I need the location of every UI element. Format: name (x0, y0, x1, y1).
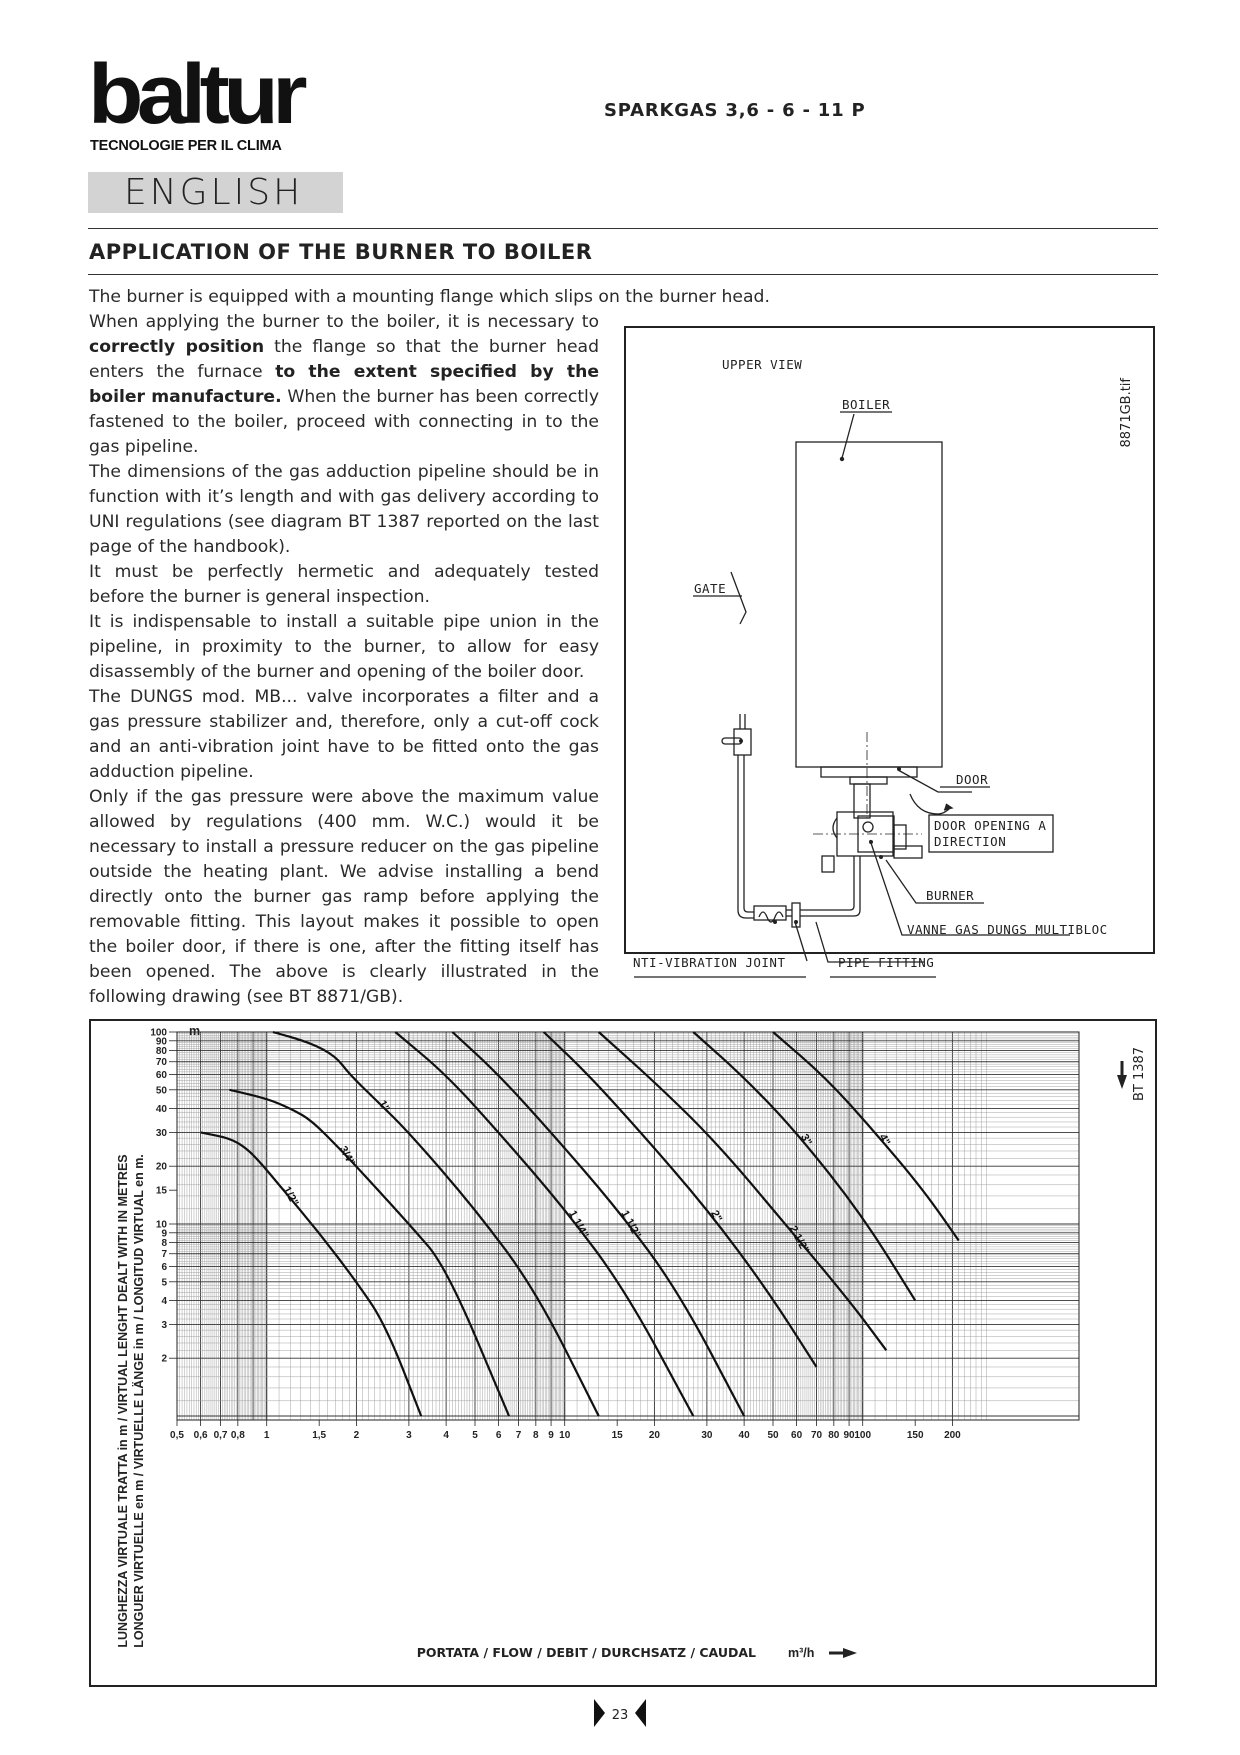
y-tick-label: 3 (161, 1319, 167, 1331)
paragraph-5: The DUNGS mod. MB... valve incorporates a filter and a gas pressure stabilizer and, therefore, only a cut-off cock and an anti-vibration joint have to be fitted onto the gas adduction pipeline. (89, 687, 599, 782)
x-tick-label: 100 (854, 1430, 872, 1441)
x-axis-label: PORTATA / FLOW / DEBIT / DURCHSATZ / CAUDAL (416, 1645, 756, 1660)
curve-label: 2" (708, 1208, 725, 1225)
section-title: APPLICATION OF THE BURNER TO BOILER (89, 240, 593, 264)
x-tick-label: 90 (843, 1430, 855, 1441)
y-tick-label: 40 (155, 1103, 167, 1115)
paragraph-1-lead: The burner is equipped with a mounting flange which slips on the burner head. (89, 287, 770, 307)
x-tick-label: 6 (495, 1430, 502, 1441)
flow-chart-box (89, 1019, 1157, 1687)
paragraph-6: Only if the gas pressure were above the maximum value allowed by regulations (400 mm. W.C.) would it be necessary to install a pressure reducer on the gas pipeline outside the heating plant. We advise installing a bend directly onto the burner gas ramp before applying the removable fitting. This layout makes it possible to open the boiler door, if there is one, after the fitting itself has been opened. The above is clearly illustrated in the following drawing (see BT 8871/GB). (89, 787, 599, 1007)
page-marker-right-icon (635, 1699, 646, 1727)
curve-label: 1" (375, 1098, 392, 1115)
curve-label: 1 1/2" (618, 1208, 644, 1241)
text-run: When the burner has been correctly fastened to the boiler, proceed with connecting in to the gas pipeline. (89, 387, 600, 457)
view-label: UPPER VIEW (722, 357, 803, 372)
y-arrow-icon (1117, 1061, 1127, 1089)
x-tick-label: 1,5 (312, 1430, 327, 1441)
x-tick-label: 9 (548, 1430, 554, 1441)
x-tick-label: 1 (263, 1430, 270, 1441)
x-tick-label: 150 (906, 1430, 924, 1441)
x-tick-label: 7 (515, 1430, 522, 1441)
y-tick-label: 30 (155, 1127, 167, 1139)
x-tick-label: 2 (353, 1430, 360, 1441)
x-tick-label: 80 (828, 1430, 840, 1441)
x-tick-label: 4 (443, 1430, 449, 1441)
y-tick-label: 80 (155, 1046, 167, 1058)
page-marker-left-icon (594, 1699, 605, 1727)
text-run: When applying the burner to the boiler, it is necessary to (89, 312, 599, 332)
curve-label: 3/4" (336, 1144, 357, 1168)
y-axis-label-2: LONGUER VIRTUELLE en m / VIRTUELLE LÄNGE in m / LONGITUD VIRTUAL en m. (132, 1154, 146, 1648)
y-tick-label: 4 (161, 1295, 167, 1307)
x-tick-label: 50 (767, 1430, 779, 1441)
y-tick-label: 90 (155, 1036, 167, 1048)
door-opening-label-1: DOOR OPENING A (934, 818, 1047, 833)
x-tick-label: 60 (791, 1430, 803, 1441)
y-axis-label-1: LUNGHEZZA VIRTUALE TRATTA in m / VIRTUAL LENGHT DEALT WITH IN METRES (116, 1154, 130, 1648)
brand-logo: baltur (88, 47, 302, 141)
pipe-sizing-chart (91, 1021, 1155, 1685)
x-tick-label: 0,8 (230, 1430, 245, 1441)
boiler-label: BOILER (842, 397, 891, 412)
curve-label: 4" (876, 1132, 893, 1148)
x-tick-label: 3 (406, 1430, 412, 1441)
brand-tagline: TECNOLOGIE PER IL CLIMA (90, 138, 282, 154)
curve-label: 1 1/4" (566, 1208, 591, 1241)
fitting-label: PIPE FITTING (838, 955, 935, 970)
y-tick-label: 9 (161, 1228, 167, 1240)
language-label: ENGLISH (124, 172, 304, 213)
burner-label: BURNER (926, 888, 975, 903)
bold-text: to the extent specified by the boiler manufacture. (89, 362, 599, 407)
joint-label: NTI-VIBRATION JOINT (633, 955, 786, 970)
figure-file-label: 8871GB.tif (1119, 378, 1134, 448)
y-tick-label: 2 (161, 1353, 167, 1365)
y-unit-label: m (189, 1024, 201, 1038)
y-tick-label: 100 (150, 1027, 167, 1039)
y-tick-label: 15 (155, 1185, 167, 1197)
door-label: DOOR (956, 772, 989, 787)
x-tick-label: 200 (944, 1430, 961, 1441)
bold-text: correctly position (89, 337, 265, 357)
x-tick-label: 40 (738, 1430, 750, 1441)
x-tick-label: 5 (472, 1430, 478, 1441)
x-tick-label: 70 (810, 1430, 823, 1441)
page-number-text: 23 (611, 1708, 629, 1723)
y-tick-label: 7 (161, 1249, 167, 1261)
y-tick-label: 50 (155, 1085, 167, 1097)
divider-top (88, 228, 1158, 229)
gate-label: GATE (694, 581, 727, 596)
x-tick-label: 30 (701, 1430, 713, 1441)
paragraph-4: It is indispensable to install a suitable pipe union in the pipeline, in proximity to the burner, to allow for easy disassembly of the burner and opening of the boiler door. (89, 612, 599, 682)
valve-label: VANNE GAS DUNGS MULTIBLOC (907, 922, 1108, 937)
model-title: SPARKGAS 3,6 - 6 - 11 P (604, 100, 866, 121)
paragraph-3: It must be perfectly hermetic and adequately tested before the burner is general inspection. (89, 562, 599, 607)
curve-label: 3" (797, 1132, 814, 1148)
text-run: the flange so that the burner head enters the furnace (89, 337, 599, 382)
x-tick-label: 10 (559, 1430, 571, 1441)
x-tick-label: 15 (611, 1430, 623, 1441)
divider-bottom (88, 274, 1158, 275)
page-number (594, 1697, 654, 1733)
x-arrow-icon (829, 1648, 857, 1658)
y-tick-label: 8 (161, 1238, 167, 1250)
y-tick-label: 20 (155, 1161, 167, 1173)
curve-label: 1/2" (280, 1184, 301, 1209)
y-tick-label: 70 (155, 1057, 167, 1069)
y-tick-label: 60 (155, 1070, 167, 1082)
installation-diagram (624, 326, 1155, 970)
x-tick-label: 0,6 (193, 1430, 208, 1441)
y-tick-label: 10 (155, 1219, 167, 1231)
curve-label: 2 1/2" (786, 1223, 812, 1256)
chart-reference: BT 1387 (1132, 1046, 1147, 1101)
boiler-shape (796, 442, 942, 767)
door-opening-label-2: DIRECTION (934, 834, 1007, 849)
y-tick-label: 6 (161, 1262, 167, 1274)
y-tick-label: 5 (161, 1277, 167, 1289)
x-tick-label: 8 (533, 1430, 539, 1441)
x-tick-label: 20 (648, 1430, 660, 1441)
x-unit-label: m³/h (788, 1646, 815, 1660)
paragraph-2: The dimensions of the gas adduction pipeline should be in function with it’s length and with gas delivery according to UNI regulations (see diagram BT 1387 reported on the last page of the handbook). (89, 462, 599, 557)
x-tick-label: 0,7 (213, 1430, 228, 1441)
paragraph-1 (89, 310, 599, 460)
x-tick-label: 0,5 (170, 1430, 184, 1441)
